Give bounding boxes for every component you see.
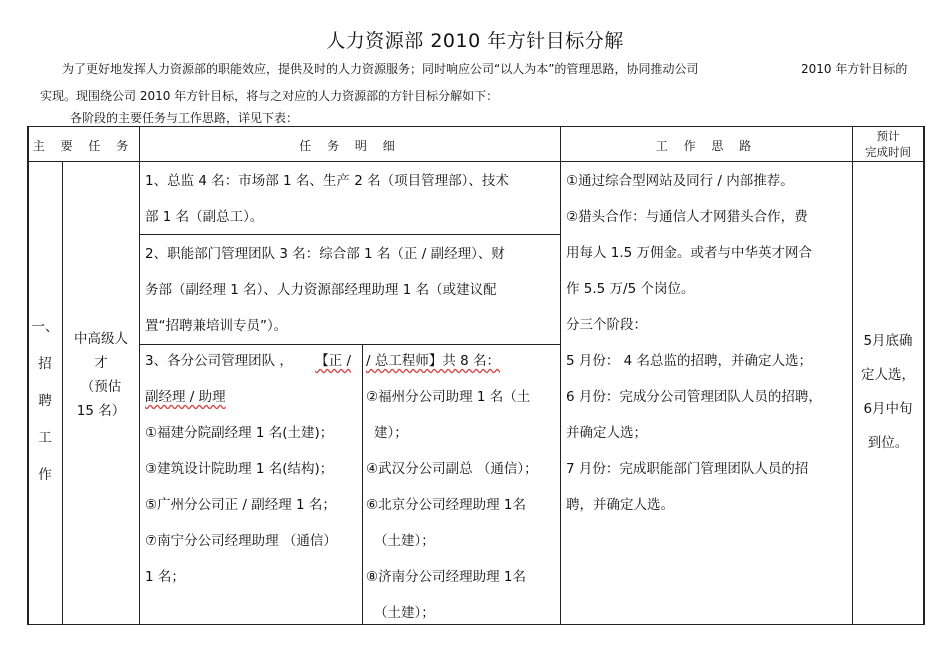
category-char: 聘 [38, 393, 52, 409]
approach-line: 聘，并确定人选。 [566, 497, 674, 513]
detail-branch-header-line1 [145, 343, 351, 379]
branch-item: ⑧济南分公司经理助理 1名 [366, 569, 526, 585]
category-char: 作 [38, 467, 52, 483]
intro-line-1-end: 2010 年方针目标的 [801, 62, 908, 76]
table-top-border [27, 126, 925, 127]
header-work-approach: 工 作 思 路 [655, 139, 758, 153]
subcategory-line: 中高级人 [74, 331, 128, 347]
category-char: 工 [38, 430, 52, 446]
branch-list-right [366, 379, 538, 631]
approach-line: 作 5.5 万/5 个岗位。 [566, 281, 695, 297]
branch-header-roles: 副经理 / 助理 [145, 389, 226, 405]
subcategory-line: （预估 [80, 379, 122, 395]
main-task-divider [139, 126, 140, 624]
approach-line: ②猎头合作：与通信人才网猎头合作，费 [566, 209, 808, 225]
detail-branch-header-line2 [145, 379, 226, 415]
branch-item: 1 名； [145, 569, 185, 585]
branch-header-text: 3、各分公司管理团队 ， [145, 353, 293, 369]
header-expected-time-line1: 预计 [876, 129, 900, 143]
detail-directors [145, 163, 509, 235]
approach-line: 7 月份：完成职能部门管理团队人员的招 [566, 461, 809, 477]
time-line: 6月中旬 [863, 401, 913, 417]
approach-line: ①通过综合型网站及同行 / 内部推荐。 [566, 173, 794, 189]
approach-line: 5 月份： 4 名总监的招聘，并确定人选； [566, 353, 813, 369]
detail-functional-team [145, 236, 505, 344]
subcategory-line: 15 名） [76, 403, 126, 419]
approach-line: 分三个阶段： [566, 317, 647, 333]
header-task-detail: 任 务 明 细 [299, 139, 401, 153]
detail-line: 务部（副经理 1 名）、人力资源部经理助理 1 名（或建议配 [145, 282, 497, 298]
branch-item: ①福建分院副经理 1 名(土建)； [145, 425, 334, 441]
branch-item: ③建筑设计院助理 1 名(结构)； [145, 461, 334, 477]
header-main-task: 主 要 任 务 [32, 139, 135, 153]
detail-line: 部 1 名（副总工）。 [145, 209, 264, 225]
detail-line: 置“招聘兼培训专员”）。 [145, 318, 288, 334]
branch-item: （土建）； [374, 605, 435, 621]
intro-line-2: 实现。现围绕公司 2010 年方针目标，将与之对应的人力资源部的方针目标分解如下： [40, 89, 499, 103]
detail-line: 2、职能部门管理团队 3 名：综合部 1 名（正 / 副经理）、财 [145, 246, 505, 262]
category-char: 一、 [31, 319, 59, 335]
document-title: 人力资源部 2010 年方针目标分解 [326, 30, 624, 52]
branch-item: ⑦南宁分公司经理助理 （通信） [145, 533, 337, 549]
branch-list-left [145, 415, 337, 595]
branch-item: （土建）； [374, 533, 435, 549]
subcategory-senior-talent [63, 327, 139, 423]
category-recruitment [28, 309, 62, 494]
subcategory-line: 才 [94, 355, 108, 371]
category-char: 招 [38, 356, 52, 372]
header-bottom-border [27, 161, 925, 162]
approach-line: 用每人 1.5 万佣金。或者与中华英才网合 [566, 245, 813, 261]
detail-branch-header-cont [366, 343, 500, 379]
table-right-border [923, 126, 925, 625]
branch-header-engineer: / 总工程师】共 8 名： [366, 353, 501, 369]
expected-completion-time [853, 324, 923, 460]
time-line: 到位。 [867, 435, 909, 451]
header-expected-time-line2: 完成时间 [865, 145, 911, 159]
branch-header-bracket: 【正 / [315, 353, 352, 369]
branch-item: ⑥北京分公司经理助理 1名 [366, 497, 526, 513]
time-line: 5月底确 [863, 333, 913, 349]
header-expected-time [853, 128, 923, 160]
detail-line: 1、总监 4 名：市场部 1 名、生产 2 名（项目管理部）、技术 [145, 173, 509, 189]
detail-divider [560, 126, 561, 624]
work-approach-content [566, 163, 822, 523]
branch-item: 建）； [374, 425, 408, 441]
approach-line: 6 月份：完成分公司管理团队人员的招聘， [566, 389, 822, 405]
approach-line: 并确定人选； [566, 425, 647, 441]
time-line: 定人选， [861, 367, 915, 383]
branch-item: ④武汉分公司副总 （通信）； [366, 461, 538, 477]
branch-split-divider [362, 344, 363, 624]
intro-line-1: 为了更好地发挥人力资源部的职能效应，提供及时的人力资源服务；同时响应公司“以人为本”的管理思路，协同推动公司 [62, 62, 699, 76]
intro-line-3: 各阶段的主要任务与工作思路，详见下表： [70, 111, 299, 125]
branch-item: ②福州分公司助理 1 名（土 [366, 389, 531, 405]
branch-item: ⑤广州分公司正 / 副经理 1 名； [145, 497, 336, 513]
